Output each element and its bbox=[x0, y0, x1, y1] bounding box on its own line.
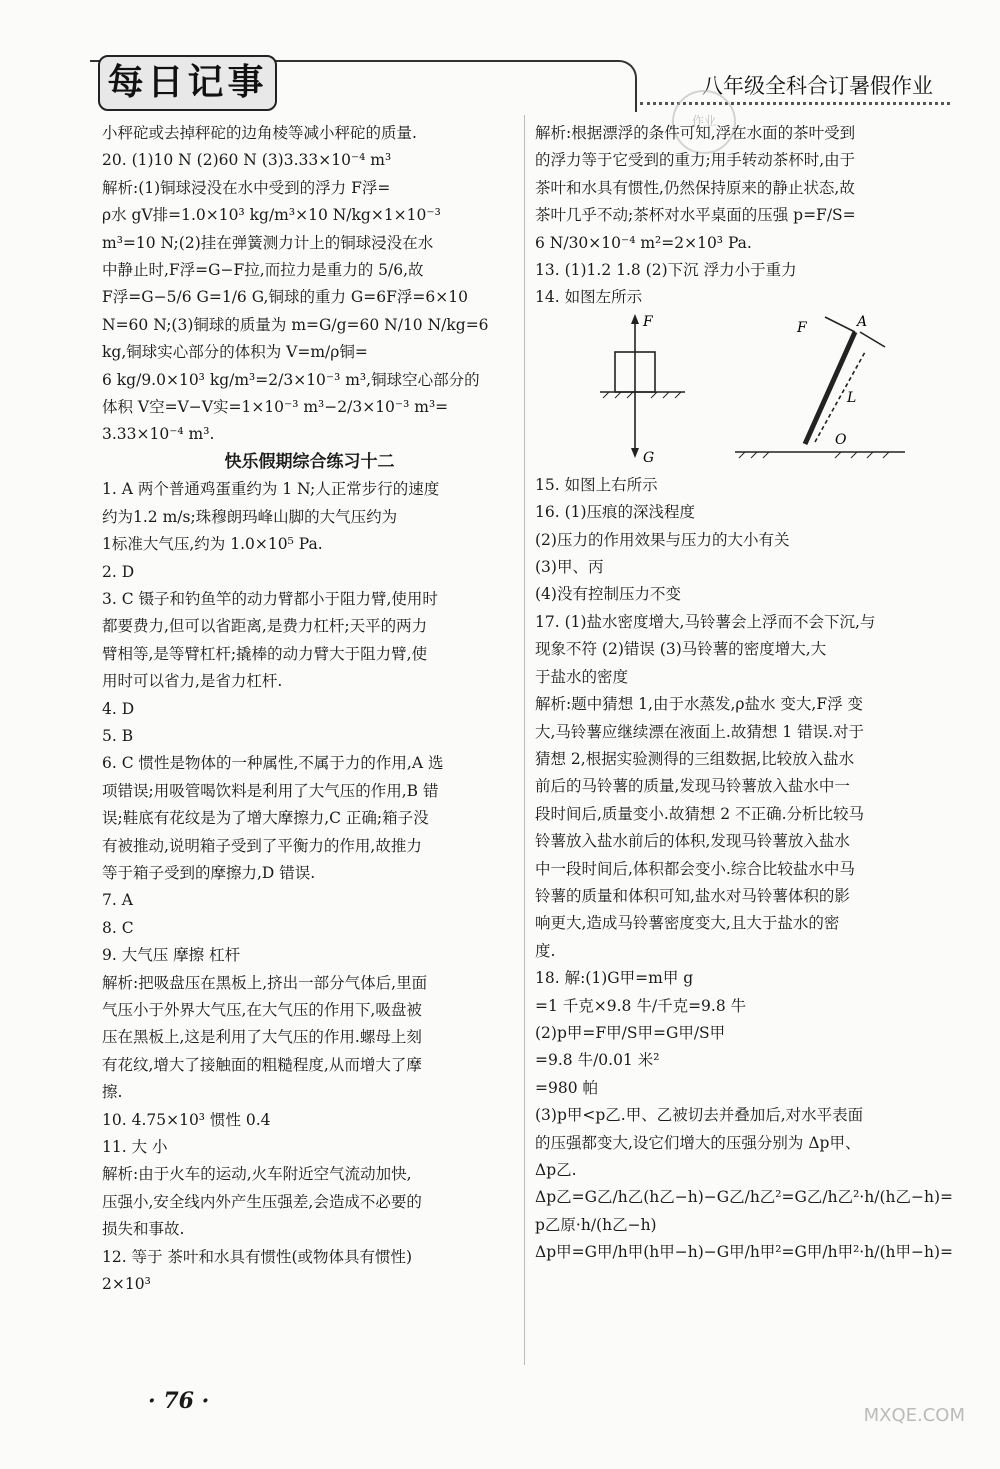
text-line: F浮=G−5/6 G=1/6 G,铜球的重力 G=6F浮=6×10 bbox=[102, 288, 468, 307]
text-line: (3)p甲<p乙.甲、乙被切去并叠加后,对水平表面 bbox=[535, 1106, 864, 1125]
text-line: 响更大,造成马铃薯密度变大,且大于盐水的密 bbox=[535, 914, 840, 933]
text-line: 压强小,安全线内外产生压强差,会造成不必要的 bbox=[102, 1192, 422, 1211]
label-l: L bbox=[847, 389, 857, 406]
text-line: 大,马铃薯应继续漂在液面上.故猜想 1 错误.对于 bbox=[535, 722, 864, 741]
text-line: 15. 如图上右所示 bbox=[535, 475, 658, 494]
text-line: 11. 大 小 bbox=[102, 1138, 168, 1157]
label-f2: F bbox=[797, 319, 807, 336]
stamp: 作业 bbox=[672, 90, 736, 154]
text-line: 解析:把吸盘压在黑板上,挤出一部分气体后,里面 bbox=[102, 973, 428, 992]
label-f: F bbox=[643, 313, 653, 330]
text-line: 14. 如图左所示 bbox=[535, 288, 643, 307]
text-line: 的压强都变大,设它们增大的压强分别为 Δp甲、 bbox=[535, 1133, 861, 1152]
header-title: 每日记事 bbox=[98, 55, 277, 111]
text-line: 用时可以省力,是省力杠杆. bbox=[102, 672, 283, 691]
text-line: 前后的马铃薯的质量,发现马铃薯放入盐水中一 bbox=[535, 777, 850, 796]
text-line: 10. 4.75×10³ 惯性 0.4 bbox=[102, 1110, 271, 1129]
text-line: 气压小于外界大气压,在大气压的作用下,吸盘被 bbox=[102, 1001, 422, 1019]
text-line: 茶叶和水具有惯性,仍然保持原来的静止状态,故 bbox=[535, 178, 855, 197]
text-line: 于盐水的密度 bbox=[535, 667, 629, 686]
label-a: A bbox=[857, 313, 868, 330]
page-number: · 76 · bbox=[148, 1388, 210, 1414]
text-line: (2)压力的作用效果与压力的大小有关 bbox=[535, 530, 790, 549]
text-line: Δp乙. bbox=[535, 1161, 577, 1179]
text-line: 有被推动,说明箱子受到了平衡力的作用,故推力 bbox=[102, 836, 422, 855]
column-divider bbox=[524, 115, 525, 1365]
text-line: 约为1.2 m/s;珠穆朗玛峰山脚的大气压约为 bbox=[102, 507, 398, 526]
text-line: (2)p甲=F甲/S甲=G甲/S甲 bbox=[535, 1023, 726, 1042]
text-line: 12. 等于 茶叶和水具有惯性(或物体具有惯性) bbox=[102, 1247, 413, 1266]
label-g: G bbox=[643, 449, 655, 466]
force-diagrams bbox=[535, 312, 955, 472]
header-subtitle: 八年级全科合订暑假作业 bbox=[702, 74, 933, 98]
text-line: 3. C 镊子和钓鱼竿的动力臂都小于阻力臂,使用时 bbox=[102, 589, 438, 608]
text-line: 都要费力,但可以省距离,是费力杠杆;天平的两力 bbox=[102, 617, 428, 636]
text-line: ρ水 gV排=1.0×10³ kg/m³×10 N/kg×1×10⁻³ bbox=[102, 206, 441, 225]
text-line: =980 帕 bbox=[535, 1078, 598, 1097]
text-line: 1标准大气压,约为 1.0×10⁵ Pa. bbox=[102, 535, 323, 554]
text-line: 小秤砣或去掉秤砣的边角棱等减小秤砣的质量. bbox=[102, 124, 417, 142]
right-column-top bbox=[535, 120, 965, 312]
text-line: 2. D bbox=[102, 562, 135, 581]
text-line: 6. C 惯性是物体的一种属性,不属于力的作用,A 选 bbox=[102, 754, 444, 773]
text-line: 1. A 两个普通鸡蛋重约为 1 N;人正常步行的速度 bbox=[102, 480, 440, 499]
section-heading: 快乐假期综合练习十二 bbox=[224, 451, 395, 472]
text-line: 体积 V空=V−V实=1×10⁻³ m³−2/3×10⁻³ m³= bbox=[102, 398, 449, 417]
text-line: 猜想 2,根据实验测得的三组数据,比较放入盐水 bbox=[535, 749, 855, 768]
right-column-bottom bbox=[535, 472, 965, 1267]
right-column bbox=[535, 120, 965, 1267]
text-line: 4. D bbox=[102, 699, 135, 718]
text-line: 的浮力等于它受到的重力;用手转动茶杯时,由于 bbox=[535, 151, 856, 170]
text-line: 铃薯的质量和体积可知,盐水对马铃薯体积的影 bbox=[535, 886, 850, 905]
text-line: (3)甲、丙 bbox=[535, 558, 604, 577]
label-o: O bbox=[835, 431, 847, 448]
text-line: Δp乙=G乙/h乙(h乙−h)−G乙/h乙²=G乙/h乙²·h/(h乙−h)= bbox=[535, 1188, 953, 1207]
text-line: 5. B bbox=[102, 726, 134, 745]
text-line: 项错误;用吸管喝饮料是利用了大气压的作用,B 错 bbox=[102, 781, 439, 800]
text-line: 误;鞋底有花纹是为了增大摩擦力,C 正确;箱子没 bbox=[102, 809, 429, 828]
text-line: 铃薯放入盐水前后的体积,发现马铃薯放入盐水 bbox=[535, 832, 850, 851]
text-line: 3.33×10⁻⁴ m³. bbox=[102, 425, 215, 444]
text-line: 擦. bbox=[102, 1083, 123, 1102]
text-line: 16. (1)压痕的深浅程度 bbox=[535, 503, 696, 522]
text-line: 压在黑板上,这是利用了大气压的作用.螺母上刻 bbox=[102, 1028, 422, 1047]
text-line: 中一段时间后,体积都会变小.综合比较盐水中马 bbox=[535, 859, 855, 878]
text-line: 中静止时,F浮=G−F拉,而拉力是重力的 5/6,故 bbox=[102, 261, 424, 280]
text-line: 等于箱子受到的摩擦力,D 错误. bbox=[102, 863, 316, 882]
text-line: 解析:(1)铜球浸没在水中受到的浮力 F浮= bbox=[102, 178, 391, 197]
text-line: 解析:由于火车的运动,火车附近空气流动加快, bbox=[102, 1165, 412, 1184]
left-column bbox=[102, 120, 517, 1298]
text-line: 6 kg/9.0×10³ kg/m³=2/3×10⁻³ m³,铜球空心部分的 bbox=[102, 370, 480, 389]
text-line: 9. 大气压 摩擦 杠杆 bbox=[102, 946, 241, 965]
text-line: 解析:题中猜想 1,由于水蒸发,ρ盐水 变大,F浮 变 bbox=[535, 695, 864, 714]
text-line: 18. 解:(1)G甲=m甲 g bbox=[535, 969, 694, 988]
text-line: 6 N/30×10⁻⁴ m²=2×10³ Pa. bbox=[535, 233, 752, 252]
text-line: =9.8 牛/0.01 米² bbox=[535, 1051, 660, 1070]
text-line: 20. (1)10 N (2)60 N (3)3.33×10⁻⁴ m³ bbox=[102, 151, 392, 170]
text-line: m³=10 N;(2)挂在弹簧测力计上的铜球浸没在水 bbox=[102, 233, 434, 252]
figures bbox=[535, 312, 965, 472]
text-line: 茶叶几乎不动;茶杯对水平桌面的压强 p=F/S= bbox=[535, 206, 856, 225]
text-line: 2×10³ bbox=[102, 1275, 151, 1294]
text-line: kg,铜球实心部分的体积为 V=m/ρ铜= bbox=[102, 343, 368, 362]
text-line: p乙原·h/(h乙−h) bbox=[535, 1215, 657, 1234]
text-line: =1 千克×9.8 牛/千克=9.8 牛 bbox=[535, 996, 747, 1015]
text-line: 度. bbox=[535, 941, 556, 960]
text-line: 解析:根据漂浮的条件可知,浮在水面的茶叶受到 bbox=[535, 124, 856, 142]
text-line: 17. (1)盐水密度增大,马铃薯会上浮而不会下沉,与 bbox=[535, 612, 876, 631]
text-line: (4)没有控制压力不变 bbox=[535, 585, 681, 604]
text-line: 现象不符 (2)错误 (3)马铃薯的密度增大,大 bbox=[535, 640, 827, 659]
text-line: 7. A bbox=[102, 891, 133, 910]
text-line: 段时间后,质量变小.故猜想 2 不正确.分析比较马 bbox=[535, 804, 864, 823]
text-line: 有花纹,增大了接触面的粗糙程度,从而增大了摩 bbox=[102, 1055, 422, 1074]
text-line: N=60 N;(3)铜球的质量为 m=G/g=60 N/10 N/kg=6 bbox=[102, 315, 489, 334]
watermark: MXQE.COM bbox=[863, 1405, 965, 1426]
text-line: 臂相等,是等臂杠杆;撬棒的动力臂大于阻力臂,使 bbox=[102, 644, 428, 663]
text-line: 损失和事故. bbox=[102, 1220, 185, 1239]
text-line: Δp甲=G甲/h甲(h甲−h)−G甲/h甲²=G甲/h甲²·h/(h甲−h)= bbox=[535, 1243, 953, 1262]
text-line: 13. (1)1.2 1.8 (2)下沉 浮力小于重力 bbox=[535, 261, 797, 280]
text-line: 8. C bbox=[102, 918, 134, 937]
